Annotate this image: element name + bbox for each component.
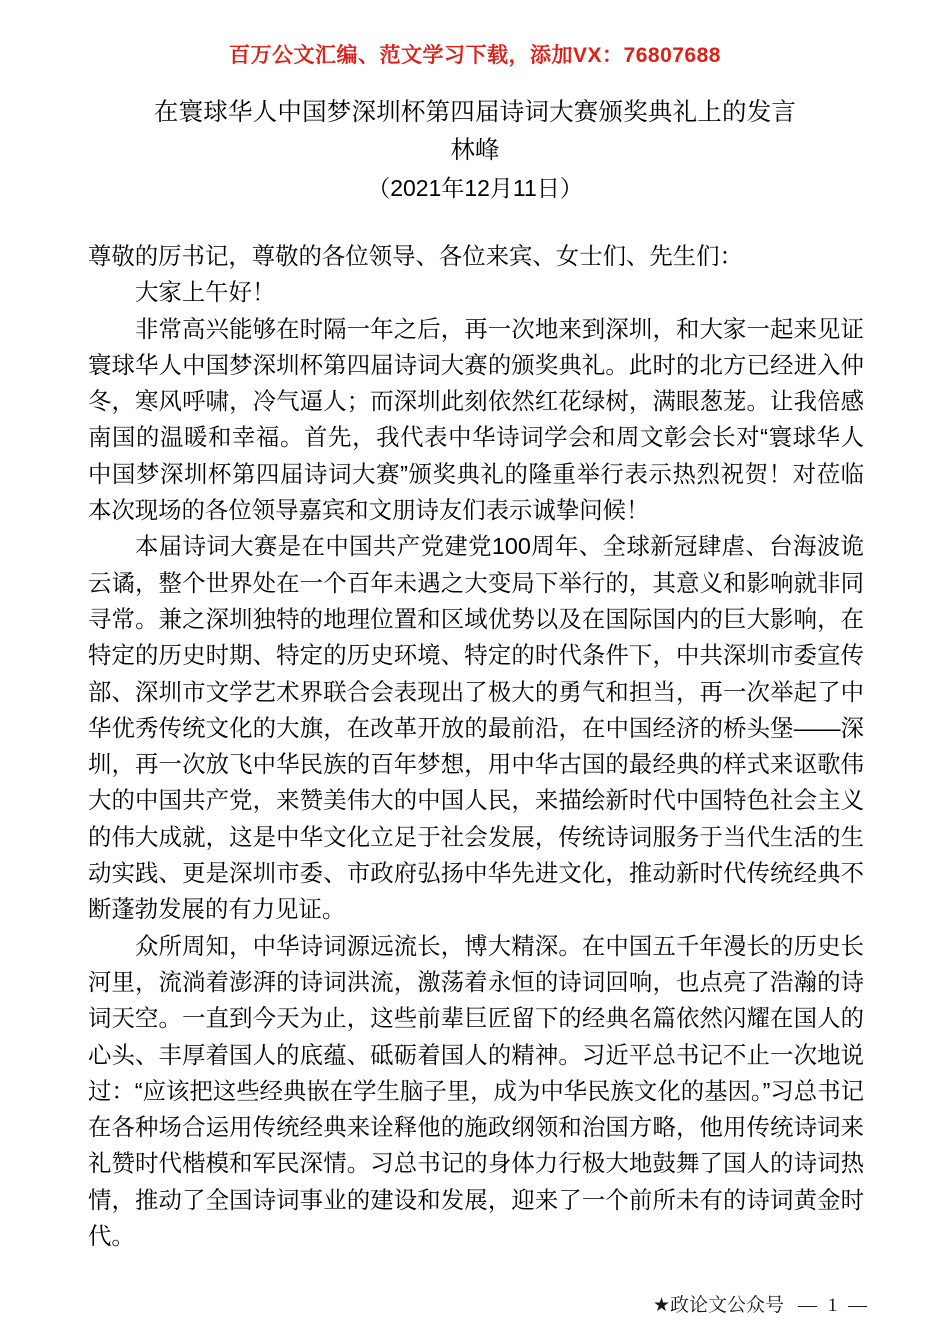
greeting: 大家上午好！ [135, 279, 276, 306]
page-footer [0, 1290, 950, 1324]
document-date: （2021年12月11日） [367, 175, 583, 201]
document-author: 林峰 [450, 137, 500, 164]
title-block [0, 96, 950, 205]
paragraph-3: 众所周知，中华诗词源远流长，博大精深。在中国五千年漫长的历史长河里，流淌着澎湃的诗词洪流，激荡着永恒的诗词回响，也点亮了浩瀚的诗词天空。一直到今天为止，这些前辈巨匠留下的经典名篇依然闪耀在国人的心头、丰厚着国人的底蕴、砥砺着国人的精神。习近平总书记不止一次地说过：“应该把这些经典嵌在学生脑子里，成为中华民族文化的基因。”习总书记在各种场合运用传统经典来诠释他的施政纲领和治国方略，他用传统诗词来礼赞时代楷模和军民深情。习总书记的身体力行极大地鼓舞了国人的诗词热情，推动了全国诗词事业的建设和发展，迎来了一个前所未有的诗词黄金时代。 [88, 932, 864, 1250]
footer-watermark-label: ★政论文公众号 [652, 1295, 784, 1316]
salutation: 尊敬的厉书记，尊敬的各位领导、各位来宾、女士们、先生们： [88, 243, 743, 269]
footer-inner [653, 1290, 870, 1317]
document-body [88, 238, 864, 1254]
promo-banner-text: 百万公文汇编、范文学习下载，添加VX：76807688 [229, 44, 721, 67]
page-number: — 1 — [798, 1295, 870, 1316]
document-title: 在寰球华人中国梦深圳杯第四届诗词大赛颁奖典礼上的发言 [153, 99, 797, 126]
paragraph-2: 本届诗词大赛是在中国共产党建党100周年、全球新冠肆虐、台海波诡云谲，整个世界处在一个百年未遇之大变局下举行的，其意义和影响就非同寻常。兼之深圳独特的地理位置和区域优势以及在国际国内的巨大影响，在特定的历史时期、特定的历史环境、特定的时代条件下，中共深圳市委宣传部、深圳市文学艺术界联合会表现出了极大的勇气和担当，再一次举起了中华优秀传统文化的大旗，在改革开放的最前沿，在中国经济的桥头堡——深圳，再一次放飞中华民族的百年梦想，用中华古国的最经典的样式来讴歌伟大的中国共产党，来赞美伟大的中国人民，来描绘新时代中国特色社会主义的伟大成就，这是中华文化立足于社会发展，传统诗词服务于当代生活的生动实践、更是深圳市委、市政府弘扬中华先进文化，推动新时代传统经典不断蓬勃发展的有力见证。 [88, 533, 864, 923]
paragraph-1: 非常高兴能够在时隔一年之后，再一次地来到深圳，和大家一起来见证寰球华人中国梦深圳杯第四届诗词大赛的颁奖典礼。此时的北方已经进入仲冬，寒风呼啸，冷气逼人；而深圳此刻依然红花绿树，满眼葱茏。让我倍感南国的温暖和幸福。首先，我代表中华诗词学会和周文彰会长对“寰球华人中国梦深圳杯第四届诗词大赛”颁奖典礼的隆重举行表示热烈祝贺！对莅临本次现场的各位领导嘉宾和文朋诗友们表示诚挚问候！ [88, 315, 864, 524]
